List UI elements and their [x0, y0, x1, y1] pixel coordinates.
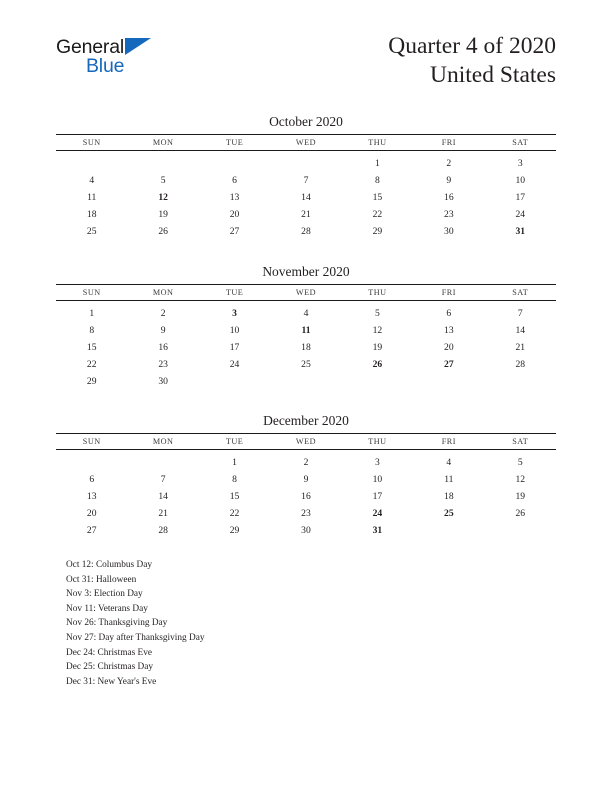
calendar-week-row: [56, 488, 556, 505]
day-cell-empty: [485, 373, 556, 390]
day-cell[interactable]: 9: [303, 474, 309, 485]
calendar-week-row: [56, 151, 556, 173]
day-cell[interactable]: 19: [158, 209, 168, 220]
weekday-header-row: [56, 135, 556, 151]
day-cell[interactable]: 11: [87, 192, 97, 203]
day-cell-holiday[interactable]: 24: [372, 508, 383, 519]
day-cell-empty: [56, 151, 127, 173]
day-cell[interactable]: 26: [515, 508, 526, 519]
day-cell-empty: [127, 450, 198, 472]
day-cell[interactable]: 23: [158, 359, 168, 370]
day-cell[interactable]: 7: [517, 308, 523, 319]
month-calendar-november: [56, 263, 556, 390]
day-cell[interactable]: 6: [89, 474, 95, 485]
day-cell-empty: [413, 522, 484, 539]
weekday-header-fri: FRI: [413, 285, 484, 301]
day-cell[interactable]: 4: [303, 308, 309, 319]
weekday-header-thu: THU: [342, 434, 413, 450]
brand-logo[interactable]: [56, 36, 246, 92]
day-cell[interactable]: 10: [372, 474, 383, 485]
title-country: United States: [430, 62, 556, 88]
calendar-week-row: [56, 471, 556, 488]
day-cell[interactable]: 6: [446, 308, 452, 319]
calendar-body: [56, 450, 556, 540]
day-cell-empty: [270, 151, 341, 173]
calendar-week-row: [56, 339, 556, 356]
day-cell-empty: [56, 450, 127, 472]
calendar-week-row: [56, 172, 556, 189]
day-cell[interactable]: 5: [160, 175, 166, 186]
month-title: October 2020: [269, 114, 343, 129]
weekday-header-tue: TUE: [199, 135, 270, 151]
holiday-legend-item: Nov 11: Veterans Day: [66, 603, 148, 614]
weekday-header-tue: TUE: [199, 285, 270, 301]
calendar-week-row: [56, 189, 556, 206]
holiday-legend-item: Dec 25: Christmas Day: [66, 662, 154, 673]
calendar-week-row: [56, 356, 556, 373]
day-cell[interactable]: 17: [372, 491, 383, 502]
weekday-header-mon: MON: [127, 434, 198, 450]
day-cell[interactable]: 24: [515, 209, 526, 220]
day-cell[interactable]: 5: [517, 457, 523, 468]
holiday-legend-item: Nov 26: Thanksgiving Day: [66, 618, 168, 629]
weekday-header-sat: SAT: [485, 135, 556, 151]
day-cell-holiday[interactable]: 3: [232, 308, 237, 319]
day-cell[interactable]: 4: [446, 457, 452, 468]
day-cell[interactable]: 18: [301, 342, 311, 353]
day-cell[interactable]: 20: [444, 342, 454, 353]
calendar-table: [56, 134, 556, 240]
day-cell[interactable]: 23: [301, 508, 311, 519]
day-cell[interactable]: 9: [446, 175, 452, 186]
day-cell[interactable]: 12: [515, 474, 526, 485]
day-cell[interactable]: 29: [372, 226, 383, 237]
day-cell-empty: [485, 522, 556, 539]
day-cell[interactable]: 21: [515, 342, 526, 353]
calendar-body: [56, 301, 556, 391]
page-title: [388, 32, 556, 90]
day-cell[interactable]: 22: [229, 508, 240, 519]
day-cell[interactable]: 1: [89, 308, 95, 319]
calendar-table: [56, 284, 556, 390]
day-cell-empty: [413, 373, 484, 390]
blue-triangle-flag-icon: [125, 38, 151, 55]
day-cell[interactable]: 20: [86, 508, 97, 519]
day-cell[interactable]: 16: [301, 491, 311, 502]
calendar-week-row: [56, 206, 556, 223]
day-cell-holiday[interactable]: 31: [515, 226, 526, 237]
day-cell-empty: [342, 373, 413, 390]
day-cell[interactable]: 19: [372, 342, 383, 353]
month-title: December 2020: [263, 413, 349, 428]
weekday-header-row: [56, 285, 556, 301]
day-cell[interactable]: 8: [375, 175, 380, 186]
calendar-week-row: [56, 505, 556, 522]
calendar-body: [56, 151, 556, 241]
month-calendar-october: [56, 113, 556, 240]
day-cell-empty: [127, 151, 198, 173]
weekday-header-mon: MON: [127, 135, 198, 151]
day-cell[interactable]: 10: [515, 175, 526, 186]
day-cell[interactable]: 21: [301, 209, 311, 220]
day-cell[interactable]: 22: [372, 209, 383, 220]
month-title: November 2020: [262, 264, 350, 279]
day-cell[interactable]: 22: [86, 359, 97, 370]
holiday-legend-item: Dec 31: New Year's Eve: [66, 676, 157, 687]
day-cell-holiday[interactable]: 26: [372, 359, 383, 370]
day-cell[interactable]: 14: [515, 325, 526, 336]
holiday-legend-item: Oct 31: Halloween: [66, 574, 137, 585]
day-cell[interactable]: 25: [301, 359, 311, 370]
holiday-legend-item: Oct 12: Columbus Day: [66, 560, 152, 570]
weekday-header-sat: SAT: [485, 285, 556, 301]
weekday-header-sat: SAT: [485, 434, 556, 450]
weekday-header-tue: TUE: [199, 434, 270, 450]
calendar-week-row: [56, 450, 556, 472]
day-cell[interactable]: 15: [372, 192, 383, 203]
weekday-header-fri: FRI: [413, 434, 484, 450]
day-cell[interactable]: 18: [444, 491, 454, 502]
day-cell[interactable]: 14: [158, 491, 168, 502]
day-cell[interactable]: 24: [229, 359, 240, 370]
day-cell[interactable]: 29: [86, 376, 97, 387]
day-cell[interactable]: 27: [86, 525, 97, 536]
day-cell[interactable]: 6: [232, 175, 237, 186]
calendar-week-row: [56, 223, 556, 240]
day-cell[interactable]: 20: [229, 209, 240, 220]
day-cell[interactable]: 4: [89, 175, 95, 186]
weekday-header-thu: THU: [342, 135, 413, 151]
day-cell[interactable]: 21: [158, 508, 168, 519]
day-cell[interactable]: 13: [229, 192, 240, 203]
day-cell[interactable]: 3: [517, 158, 523, 169]
day-cell[interactable]: 15: [229, 491, 240, 502]
day-cell[interactable]: 10: [229, 325, 240, 336]
weekday-header-fri: FRI: [413, 135, 484, 151]
day-cell[interactable]: 29: [229, 525, 240, 536]
calendar-table: [56, 433, 556, 539]
day-cell[interactable]: 12: [372, 325, 383, 336]
day-cell-empty: [199, 151, 270, 173]
day-cell[interactable]: 19: [515, 491, 526, 502]
day-cell[interactable]: 18: [86, 209, 97, 220]
holiday-legend-item: Nov 3: Election Day: [66, 589, 143, 600]
weekday-header-sun: SUN: [56, 434, 127, 450]
day-cell[interactable]: 28: [158, 525, 168, 536]
day-cell[interactable]: 13: [86, 491, 97, 502]
day-cell[interactable]: 1: [232, 457, 237, 468]
day-cell[interactable]: 7: [303, 175, 309, 186]
weekday-header-sun: SUN: [56, 135, 127, 151]
page-header: [0, 0, 612, 108]
day-cell[interactable]: 2: [160, 308, 166, 319]
day-cell[interactable]: 3: [375, 457, 380, 468]
calendar-week-row: [56, 322, 556, 339]
day-cell-empty: [199, 373, 270, 390]
weekday-header-row: [56, 434, 556, 450]
weekday-header-wed: WED: [270, 135, 341, 151]
day-cell[interactable]: 23: [444, 209, 454, 220]
weekday-header-sun: SUN: [56, 285, 127, 301]
day-cell[interactable]: 28: [515, 359, 526, 370]
day-cell-holiday[interactable]: 11: [301, 325, 311, 336]
day-cell[interactable]: 26: [158, 226, 168, 237]
day-cell[interactable]: 5: [375, 308, 380, 319]
day-cell[interactable]: 1: [375, 158, 380, 169]
day-cell[interactable]: 8: [232, 474, 237, 485]
holiday-legend-item: Dec 24: Christmas Eve: [66, 647, 152, 658]
day-cell[interactable]: 16: [158, 342, 168, 353]
day-cell-holiday[interactable]: 31: [372, 525, 383, 536]
title-quarter: Quarter 4 of 2020: [388, 33, 556, 59]
weekday-header-wed: WED: [270, 434, 341, 450]
calendar-week-row: [56, 522, 556, 539]
weekday-header-wed: WED: [270, 285, 341, 301]
day-cell[interactable]: 27: [229, 226, 240, 237]
holiday-legend: [66, 558, 486, 689]
day-cell-holiday[interactable]: 27: [444, 359, 454, 370]
day-cell[interactable]: 11: [444, 474, 454, 485]
month-calendar-december: [56, 412, 556, 539]
weekday-header-mon: MON: [127, 285, 198, 301]
day-cell[interactable]: 7: [160, 474, 166, 485]
brand-name-blue: Blue: [86, 55, 125, 77]
day-cell[interactable]: 30: [444, 226, 454, 237]
day-cell-empty: [270, 373, 341, 390]
brand-name-general: General: [56, 36, 124, 58]
day-cell[interactable]: 2: [446, 158, 452, 169]
calendar-week-row: [56, 373, 556, 390]
day-cell[interactable]: 30: [301, 525, 311, 536]
day-cell[interactable]: 25: [86, 226, 97, 237]
day-cell[interactable]: 9: [160, 325, 166, 336]
day-cell[interactable]: 16: [444, 192, 454, 203]
day-cell-holiday[interactable]: 12: [158, 192, 168, 203]
day-cell[interactable]: 17: [515, 192, 526, 203]
day-cell[interactable]: 15: [86, 342, 97, 353]
day-cell[interactable]: 13: [444, 325, 454, 336]
day-cell[interactable]: 30: [158, 376, 168, 387]
day-cell[interactable]: 17: [229, 342, 240, 353]
day-cell-holiday[interactable]: 25: [444, 508, 454, 519]
day-cell[interactable]: 2: [303, 457, 309, 468]
weekday-header-thu: THU: [342, 285, 413, 301]
calendar-week-row: [56, 301, 556, 323]
day-cell[interactable]: 14: [301, 192, 311, 203]
holiday-legend-item: Nov 27: Day after Thanksgiving Day: [66, 632, 205, 643]
day-cell[interactable]: 8: [89, 325, 95, 336]
day-cell[interactable]: 28: [301, 226, 311, 237]
